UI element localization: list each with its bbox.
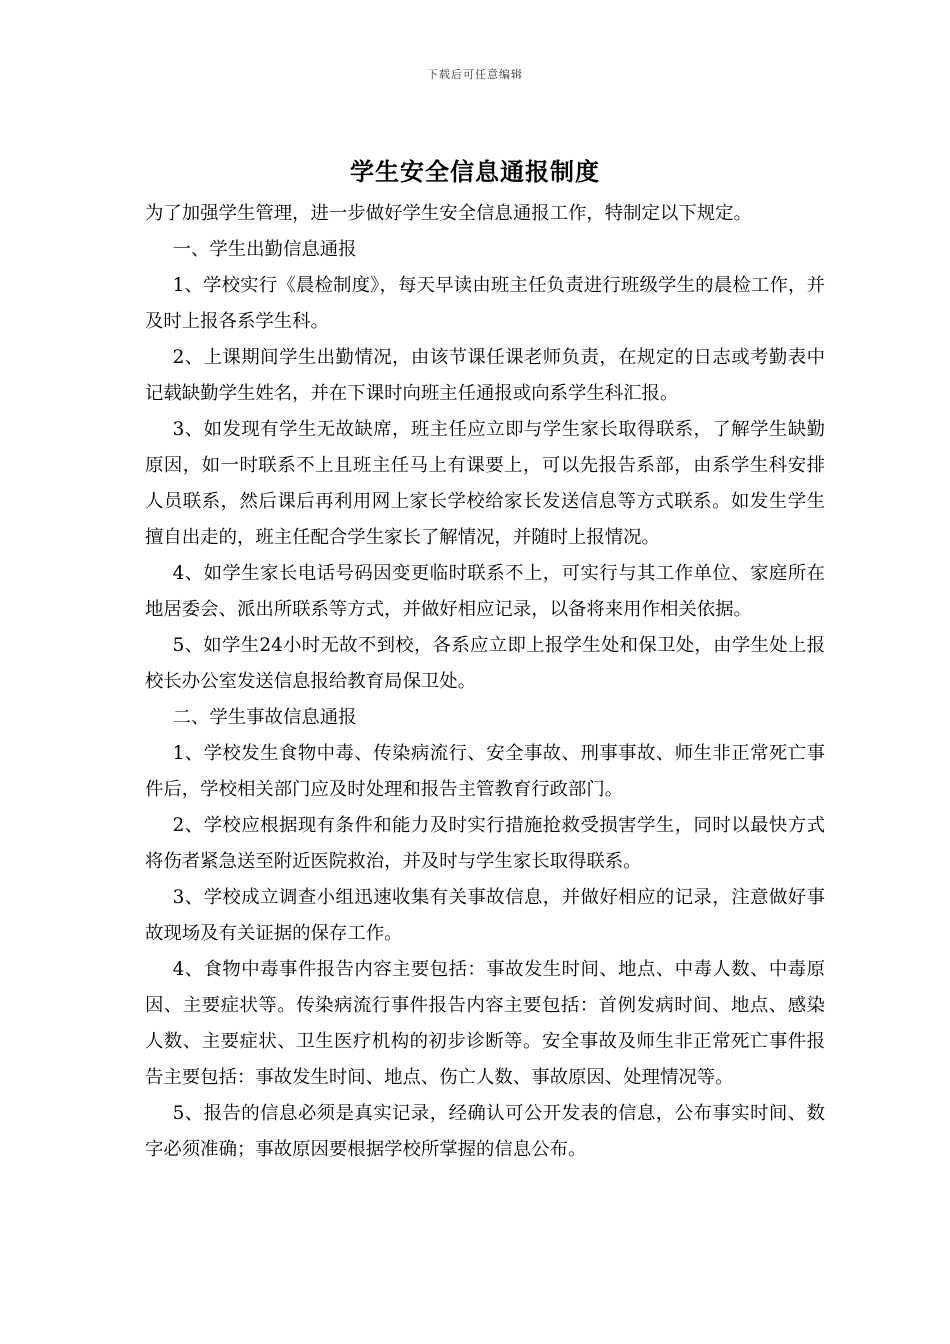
- paragraph: 4、如学生家长电话号码因变更临时联系不上，可实行与其工作单位、家庭所在地居委会、派出所联系等方式，并做好相应记录，以备将来用作相关依据。: [145, 563, 825, 620]
- header-note: 下载后可任意编辑: [427, 68, 523, 81]
- paragraph: 2、上课期间学生出勤情况，由该节课任课老师负责，在规定的日志或考勤表中记载缺勤学生姓名，并在下课时向班主任通报或向系学生科汇报。: [145, 347, 825, 404]
- paragraph: 1、学校实行《晨检制度》，每天早读由班主任负责进行班级学生的晨检工作，并及时上报各系学生科。: [145, 275, 825, 332]
- paragraph: 3、学校成立调查小组迅速收集有关事故信息，并做好相应的记录，注意做好事故现场及有关证据的保存工作。: [145, 887, 825, 944]
- section-heading-attendance: 一、学生出勤信息通报: [172, 239, 357, 260]
- paragraph: 4、食物中毒事件报告内容主要包括：事故发生时间、地点、中毒人数、中毒原因、主要症状等。传染病流行事件报告内容主要包括：首例发病时间、地点、感染人数、主要症状、卫生医疗机构的初步诊断等。安全事故及师生非正常死亡事件报告主要包括：事故发生时间、地点、伤亡人数、事故原因、处理情况等。: [145, 959, 825, 1088]
- intro-paragraph: 为了加强学生管理，进一步做好学生安全信息通报工作，特制定以下规定。: [145, 203, 752, 224]
- paragraph: 3、如发现有学生无故缺席，班主任应立即与学生家长取得联系，了解学生缺勤原因，如一时联系不上且班主任马上有课要上，可以先报告系部，由系学生科安排人员联系，然后课后再利用网上家长学校给家长发送信息等方式联系。如发生学生擅自出走的，班主任配合学生家长了解情况，并随时上报情况。: [145, 419, 825, 548]
- paragraph: 5、报告的信息必须是真实记录，经确认可公开发表的信息，公布事实时间、数字必须准确；事故原因要根据学校所掌握的信息公布。: [145, 1103, 825, 1160]
- section-heading-accident: 二、学生事故信息通报: [172, 707, 357, 728]
- document-title: 学生安全信息通报制度: [350, 157, 600, 186]
- paragraph: 5、如学生24小时无故不到校，各系应立即上报学生处和保卫处，由学生处上报校长办公室发送信息报给教育局保卫处。: [145, 635, 825, 692]
- paragraph: 2、学校应根据现有条件和能力及时实行措施抢救受损害学生，同时以最快方式将伤者紧急送至附近医院救治，并及时与学生家长取得联系。: [145, 815, 825, 872]
- paragraph: 1、学校发生食物中毒、传染病流行、安全事故、刑事事故、师生非正常死亡事件后，学校相关部门应及时处理和报告主管教育行政部门。: [145, 743, 825, 800]
- document-body: [145, 196, 825, 1168]
